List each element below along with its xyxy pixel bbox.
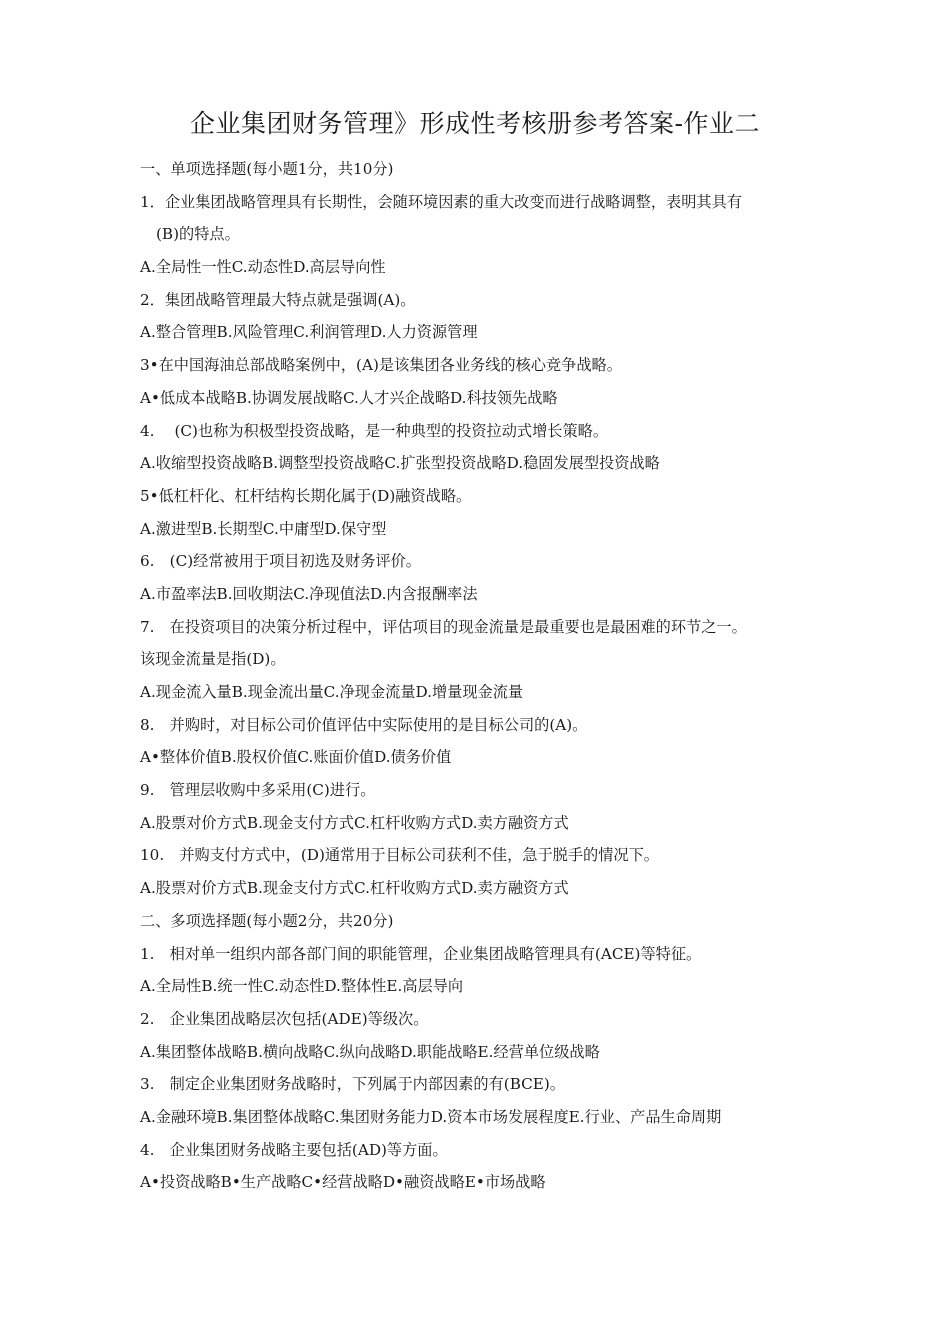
text-line: A•低成本战略B.协调发展战略C.人才兴企战略D.科技领先战略 — [140, 388, 558, 407]
text-line: 6. (C)经常被用于项目初选及财务评价。 — [140, 552, 421, 571]
text-line: (B)的特点。 — [156, 225, 240, 244]
text-line: 9. 管理层收购中多采用(C)进行。 — [140, 781, 376, 800]
text-line: 2. 企业集团战略层次包括(ADE)等级次。 — [140, 1009, 429, 1028]
document-title: 企业集团财务管理》形成性考核册参考答案-作业二 — [190, 109, 760, 138]
text-line: 7. 在投资项目的决策分析过程中，评估项目的现金流量是最重要也是最困难的环节之一。 — [140, 617, 747, 636]
text-line: 8. 并购时，对目标公司价值评估中实际使用的是目标公司的(A)。 — [140, 715, 588, 734]
text-line: A.集团整体战略B.横向战略C.纵向战略D.职能战略E.经营单位级战略 — [140, 1042, 600, 1061]
text-line: A.现金流入量B.现金流出量C.净现金流量D.增量现金流量 — [140, 683, 524, 701]
text-line: A.股票对价方式B.现金支付方式C.杠杆收购方式D.卖方融资方式 — [140, 879, 569, 898]
text-line: 一、单项选择题(每小题1分，共10分) — [140, 160, 394, 178]
text-line: 3. 制定企业集团财务战略时，下列属于内部因素的有(BCE)。 — [140, 1075, 565, 1094]
text-line: 3•在中国海油总部战略案例中，(A)是该集团各业务线的核心竞争战略。 — [140, 356, 622, 375]
document-body — [140, 153, 830, 1199]
text-line: A.全局性一性C.动态性D.高层导向性 — [140, 258, 386, 277]
text-line: A.激进型B.长期型C.中庸型D.保守型 — [140, 519, 387, 538]
text-line: A.金融环境B.集团整体战略C.集团财务能力D.资本市场发展程度E.行业、产品生命周期 — [140, 1107, 722, 1126]
text-line: A.整合管理B.风险管理C.利润管理D.人力资源管理 — [140, 323, 478, 342]
text-line: 5•低杠杆化、杠杆结构长期化属于(D)融资战略。 — [140, 486, 472, 505]
text-line: 1．企业集团战略管理具有长期性，会随环境因素的重大改变而进行战略调整，表明其具有 — [140, 192, 742, 211]
text-line: 该现金流量是指(D)。 — [140, 650, 286, 669]
text-line: 2．集团战略管理最大特点就是强调(A)。 — [140, 290, 416, 309]
text-line: 4. (C)也称为积极型投资战略，是一种典型的投资拉动式增长策略。 — [140, 421, 609, 440]
text-line: 10. 并购支付方式中，(D)通常用于目标公司获利不佳，急于脱手的情况下。 — [140, 846, 659, 865]
text-line: A•整体价值B.股权价值C.账面价值D.债务价值 — [140, 748, 452, 767]
text-line: A.收缩型投资战略B.调整型投资战略C.扩张型投资战略D.稳固发展型投资战略 — [140, 454, 660, 473]
text-line: A.全局性B.统一性C.动态性D.整体性E.高层导向 — [140, 977, 464, 996]
text-line: A•投资战略B•生产战略C•经营战略D•融资战略E•市场战略 — [140, 1173, 546, 1192]
text-line: A.股票对价方式B.现金支付方式C.杠杆收购方式D.卖方融资方式 — [140, 813, 569, 832]
text-line: 4. 企业集团财务战略主要包括(AD)等方面。 — [140, 1140, 448, 1159]
text-line: A.市盈率法B.回收期法C.净现值法D.内含报酬率法 — [140, 584, 478, 603]
text-line: 1. 相对单一组织内部各部门间的职能管理，企业集团战略管理具有(ACE)等特征。 — [140, 944, 702, 963]
text-line: 二、多项选择题(每小题2分，共20分) — [140, 911, 394, 930]
